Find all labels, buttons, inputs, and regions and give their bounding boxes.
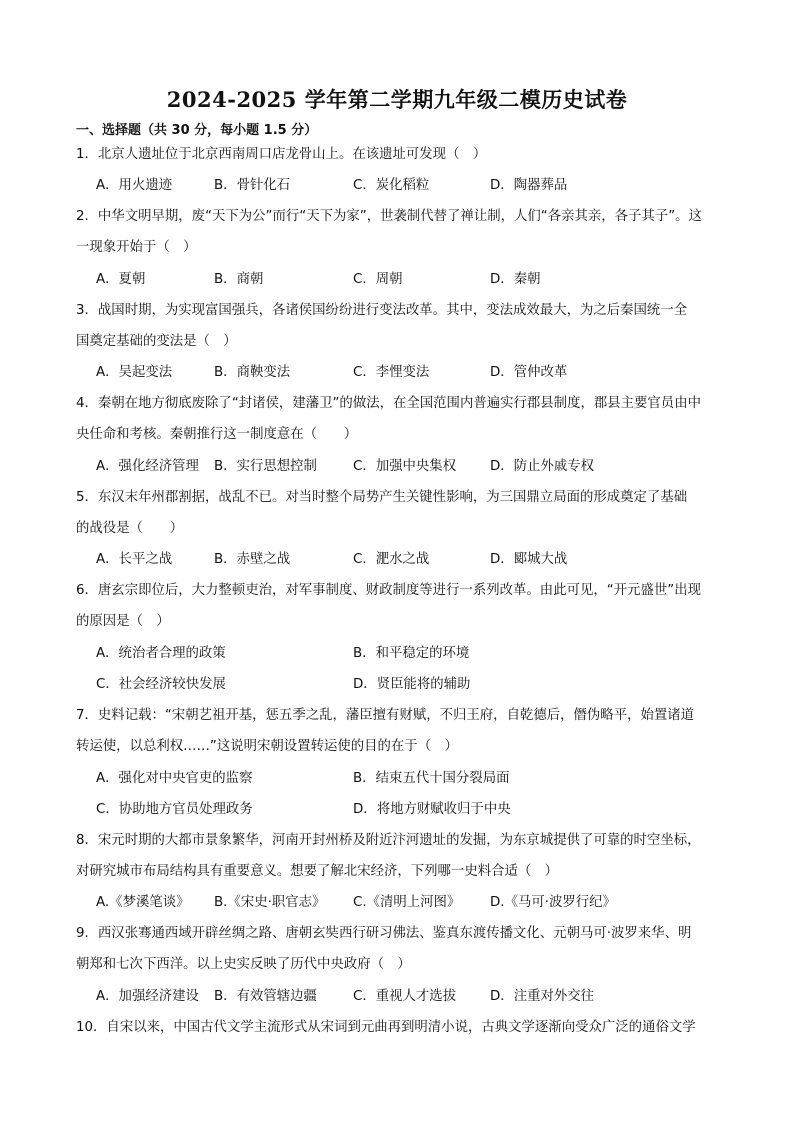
option-d[interactable]: D．贤臣能将的辅助 [353,677,471,692]
question-stem: 10．自宋以来，中国古代文学主流形式从宋词到元曲再到明清小说，古典文学逐渐向受众广泛的通俗文学 [76,1020,696,1035]
option-b[interactable]: B．和平稳定的环境 [353,646,470,661]
option-a[interactable]: A．用火遗迹 [96,178,173,193]
option-a[interactable]: A．统治者合理的政策 [96,646,226,661]
question-stem: 3．战国时期，为实现富国强兵，各诸侯国纷纷进行变法改革。其中，变法成效最大，为之后秦国统一全 [76,303,688,318]
option-d[interactable]: D．将地方财赋收归于中央 [353,802,511,817]
option-b[interactable]: B．骨针化石 [214,178,291,193]
question-stem: 转运使，以总利权……”这说明宋朝设置转运使的目的在于（ ） [76,739,458,754]
option-c[interactable]: C．李悝变法 [353,365,430,380]
question-5 [76,482,724,544]
question-10 [76,1012,724,1043]
option-c[interactable]: C．淝水之战 [353,552,430,567]
exam-title: 2024-2025 学年第二学期九年级二模历史试卷 [166,87,628,112]
question-stem: 对研究城市布局结构具有重要意义。想要了解北宋经济，下列哪一史料合适（ ） [76,864,559,879]
question-1 [76,139,724,170]
option-c[interactable]: C．社会经济较快发展 [96,677,226,692]
option-d[interactable]: D．秦朝 [490,272,541,287]
question-stem: 7．史料记载：“宋朝艺祖开基，惩五季之乱，藩臣擅有财赋，不归王府，自乾德后，僭伪略平，始置诸道 [76,708,695,723]
option-b[interactable]: B．商朝 [214,272,264,287]
option-c[interactable]: C．协助地方官员处理政务 [96,802,253,817]
option-c[interactable]: C．加强中央集权 [353,459,457,474]
question-9 [76,918,724,980]
question-stem: 9．西汉张骞通西域开辟丝绸之路、唐朝玄奘西行研习佛法、鉴真东渡传播文化、元朝马可·波罗来华、明 [76,926,692,941]
section-heading: 一、选择题（共 30 分，每小题 1.5 分） [76,123,318,138]
question-stem: 6．唐玄宗即位后，大力整顿吏治，对军事制度、财政制度等进行一系列改革。由此可见，“开元盛世”出现 [76,583,701,598]
question-stem: 国奠定基础的变法是（ ） [76,334,237,349]
option-b[interactable]: B．有效管辖边疆 [214,989,317,1004]
option-c[interactable]: C．重视人才选拔 [353,989,457,1004]
option-a[interactable]: A.《梦溪笔谈》 [96,895,190,910]
option-b[interactable]: B.《宋史·职官志》 [214,895,326,910]
option-d[interactable]: D．注重对外交往 [490,989,595,1004]
question-2 [76,201,724,263]
option-d[interactable]: D．管仲改革 [490,365,568,380]
option-c[interactable]: C.《清明上河图》 [353,895,461,910]
question-stem: 5．东汉末年州郡割据，战乱不已。对当时整个局势产生关键性影响，为三国鼎立局面的形成奠定了基础 [76,490,688,505]
question-stem: 的战役是（ ） [76,521,184,536]
question-stem: 4．秦朝在地方彻底废除了“封诸侯，建藩卫”的做法，在全国范围内普遍实行郡县制度，郡县主要官员由中 [76,396,701,411]
option-b[interactable]: B．赤壁之战 [214,552,291,567]
option-c[interactable]: C．周朝 [353,272,403,287]
option-d[interactable]: D．郾城大战 [490,552,568,567]
option-a[interactable]: A．强化对中央官吏的监察 [96,771,253,786]
question-stem: 8．宋元时期的大都市景象繁华，河南开封州桥及附近汴河遗址的发掘，为东京城提供了可靠的时空坐标， [76,833,701,848]
question-6 [76,575,724,637]
option-a[interactable]: A．夏朝 [96,272,146,287]
option-d[interactable]: D.《马可·波罗行纪》 [490,895,616,910]
option-d[interactable]: D．陶器葬品 [490,178,568,193]
option-b[interactable]: B．结束五代十国分裂局面 [353,771,510,786]
question-8 [76,825,724,887]
question-4 [76,388,724,450]
option-a[interactable]: A．吴起变法 [96,365,173,380]
option-c[interactable]: C．炭化稻粒 [353,178,430,193]
question-3 [76,295,724,357]
question-stem: 央任命和考核。秦朝推行这一制度意在（ ） [76,427,358,442]
question-7 [76,700,724,762]
option-b[interactable]: B．商鞅变法 [214,365,291,380]
question-stem: 1．北京人遗址位于北京西南周口店龙骨山上。在该遗址可发现（ ） [76,147,487,162]
option-a[interactable]: A．长平之战 [96,552,173,567]
question-stem: 一现象开始于（ ） [76,240,197,255]
question-stem: 朝郑和七次下西洋。以上史实反映了历代中央政府（ ） [76,957,411,972]
question-stem: 2．中华文明早期，废“天下为公”而行“天下为家”，世袭制代替了禅让制，人们“各亲其亲，各子其子”。这 [76,209,702,224]
option-a[interactable]: A．强化经济管理 [96,459,199,474]
option-a[interactable]: A．加强经济建设 [96,989,199,1004]
option-b[interactable]: B．实行思想控制 [214,459,317,474]
question-stem: 的原因是（ ） [76,614,170,629]
option-d[interactable]: D．防止外戚专权 [490,459,595,474]
